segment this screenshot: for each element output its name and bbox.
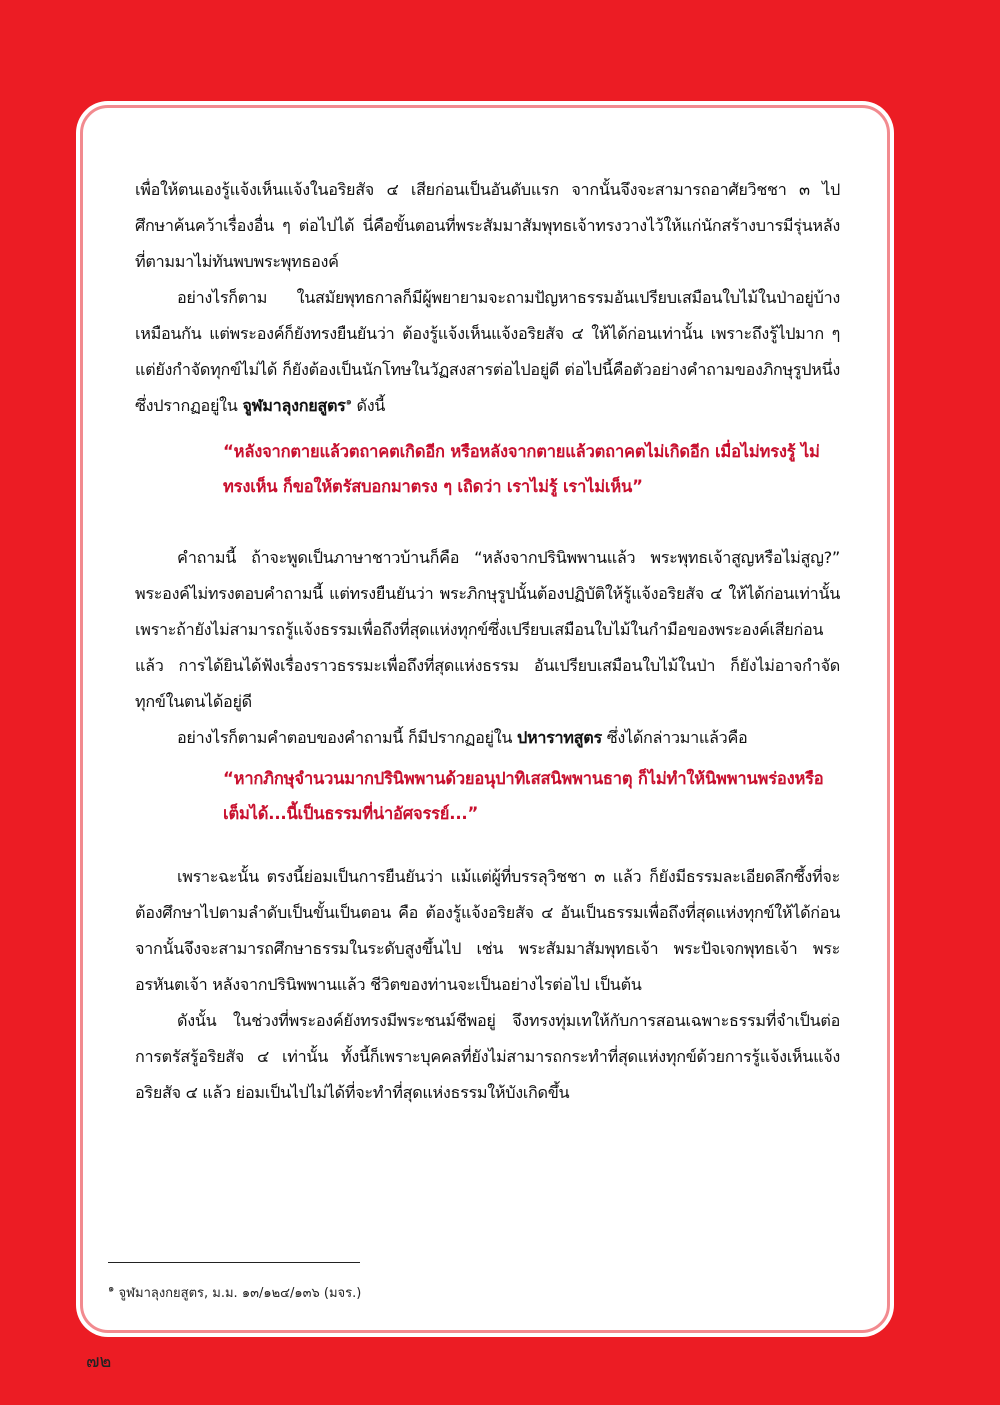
sutta-title-julamalunkya: จูฬมาลุงกยสูตร [242, 396, 346, 415]
footnote-mark: ๑ [108, 1283, 115, 1295]
paragraph-4-text: อย่างไรก็ตามคำตอบของคำถามนี้ ก็มีปรากฏอยู่ใน [177, 728, 513, 747]
paragraph-3: คำถามนี้ ถ้าจะพูดเป็นภาษาชาวบ้านก็คือ “หลังจากปรินิพพานแล้ว พระพุทธเจ้าสูญหรือไม่สูญ?” พระองค์ไม่ทรงตอบคำถามนี้ แต่ทรงยืนยันว่า พระภิกษุรูปนั้นต้องปฏิบัติให้รู้แจ้งอริยสัจ ๔ ให้ได้ก่อนเท่านั้น เพราะถ้ายังไม่สามารถรู้แจ้งธรรมเพื่อถึงที่สุดแห่งทุกข์ซึ่งเปรียบเสมือนใบไม้ในกำมือของพระองค์เสียก่อนแล้ว การได้ยินได้ฟังเรื่องราวธรรมะเพื่อถึงที่สุดแห่งธรรม อันเปรียบเสมือนใบไม้ในป่า ก็ยังไม่อาจกำจัดทุกข์ในตนได้อยู่ดี [135, 548, 840, 711]
footnote [108, 1282, 361, 1303]
paragraph-2-text: อย่างไรก็ตาม ในสมัยพุทธกาลก็มีผู้พยายามจะถามปัญหาธรรมอันเปรียบเสมือนใบไม้ในป่าอยู่บ้างเหมือนกัน แต่พระองค์ก็ยังทรงยืนยันว่า ต้องรู้แจ้งเห็นแจ้งอริยสัจ ๔ ให้ได้ก่อนเท่านั้น เพราะถึงรู้ไปมาก ๆ แต่ยังกำจัดทุกข์ไม่ได้ ก็ยังต้องเป็นนักโทษในวัฏสงสารต่อไปอยู่ดี ต่อไปนี้คือตัวอย่างคำถามของภิกษุรูปหนึ่ง ซึ่งปรากฏอยู่ใน [135, 288, 840, 415]
sutta-title-paharada: ปหาราทสูตร [516, 728, 602, 747]
paragraph-4 [135, 720, 840, 756]
paragraph-4-end: ซึ่งได้กล่าวมาแล้วคือ [601, 728, 748, 747]
page-number: ๗๒ [86, 1351, 112, 1372]
body-text [135, 172, 840, 1111]
paragraph-6: ดังนั้น ในช่วงที่พระองค์ยังทรงมีพระชนม์ชีพอยู่ จึงทรงทุ่มเทให้กับการสอนเฉพาะธรรมที่จำเป็นต่อการตรัสรู้อริยสัจ ๔ เท่านั้น ทั้งนี้ก็เพราะบุคคลที่ยังไม่สามารถกระทำที่สุดแห่งทุกข์ด้วยการรู้แจ้งเห็นแจ้งอริยสัจ ๔ แล้ว ย่อมเป็นไปไม่ได้ที่จะทำที่สุดแห่งธรรมให้บังเกิดขึ้น [135, 1011, 840, 1102]
paragraph-5: เพราะฉะนั้น ตรงนี้ย่อมเป็นการยืนยันว่า แม้แต่ผู้ที่บรรลุวิชชา ๓ แล้ว ก็ยังมีธรรมละเอียดลึกซึ้งที่จะต้องศึกษาไปตามลำดับเป็นขั้นเป็นตอน คือ ต้องรู้แจ้งอริยสัจ ๔ อันเป็นธรรมเพื่อถึงที่สุดแห่งทุกข์ให้ได้ก่อน จากนั้นจึงจะสามารถศึกษาธรรมในระดับสูงขึ้นไป เช่น พระสัมมาสัมพุทธเจ้า พระปัจเจกพุทธเจ้า พระอรหันตเจ้า หลังจากปรินิพพานแล้ว ชีวิตของท่านจะเป็นอย่างไรต่อไป เป็นต้น [135, 867, 840, 994]
quote-1: “หลังจากตายแล้วตถาคตเกิดอีก หรือหลังจากตายแล้วตถาคตไม่เกิดอีก เมื่อไม่ทรงรู้ ไม่ทรงเห็น ก็ขอให้ตรัสบอกมาตรง ๆ เถิดว่า เราไม่รู้ เราไม่เห็น” [223, 442, 820, 496]
paragraph-2-end: ดังนี้ [351, 396, 386, 415]
paragraph-2 [135, 280, 840, 424]
footnote-ref[interactable]: ๑ [345, 396, 352, 408]
quote-2: “หากภิกษุจำนวนมากปรินิพพานด้วยอนุปาทิเสสนิพพานธาตุ ก็ไม่ทำให้นิพพานพร่องหรือเต็มได้...นี้เป็นธรรมที่น่าอัศจรรย์...” [223, 769, 824, 823]
paragraph-1: เพื่อให้ตนเองรู้แจ้งเห็นแจ้งในอริยสัจ ๔ เสียก่อนเป็นอันดับแรก จากนั้นจึงจะสามารถอาศัยวิชชา ๓ ไปศึกษาค้นคว้าเรื่องอื่น ๆ ต่อไปได้ นี่คือขั้นตอนที่พระสัมมาสัมพุทธเจ้าทรงวางไว้ให้แก่นักสร้างบารมีรุ่นหลังที่ตามมาไม่ทันพบพระพุทธองค์ [135, 180, 840, 271]
footnote-divider [108, 1262, 360, 1263]
footnote-text: จูฬมาลุงกยสูตร, ม.ม. ๑๓/๑๒๔/๑๓๖ (มจร.) [114, 1286, 362, 1301]
